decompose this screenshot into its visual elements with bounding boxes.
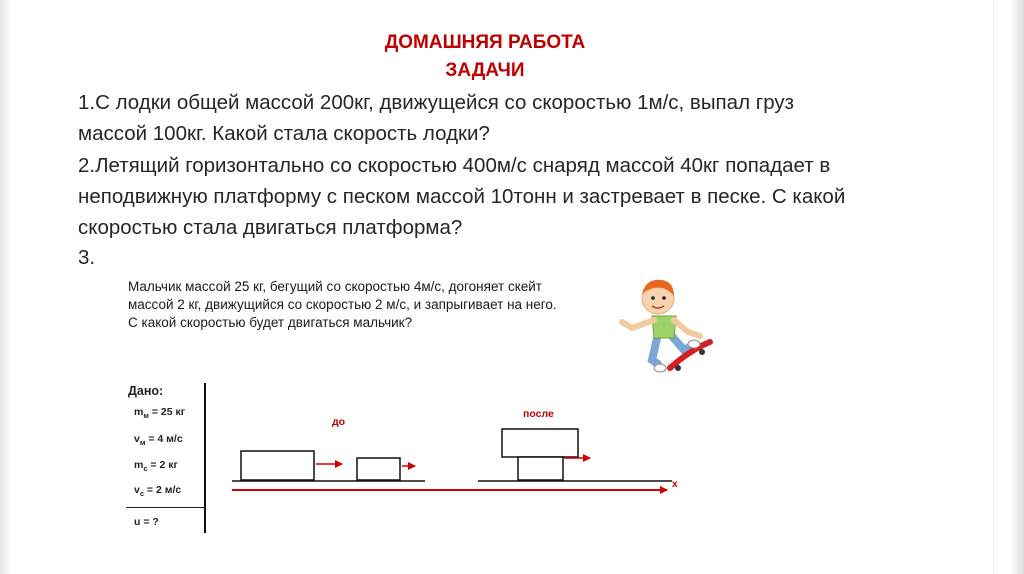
heading-tasks: ЗАДАЧИ <box>445 60 525 81</box>
given-boy-mass: $m_м = 25$ кг <box>134 406 186 421</box>
skate-block-after <box>518 457 563 480</box>
skateboard-boy-illustration <box>618 276 714 380</box>
task3-number: 3. <box>78 246 96 269</box>
task2-line3: скоростью стала двигаться платформа? <box>78 216 463 239</box>
given-boy-speed: $v_м = 4$ м/с <box>134 433 183 448</box>
skate-block-before <box>357 458 400 480</box>
x-axis-label: x <box>672 479 678 490</box>
label-before: до <box>332 416 346 428</box>
heading-homework: ДОМАШНЯЯ РАБОТА <box>384 32 586 53</box>
boy-block-after <box>502 429 578 457</box>
given-title: Дано: <box>128 384 164 398</box>
task2-line2: неподвижную платформу с песком массой 10тонн и застревает в песке. С какой <box>78 185 846 208</box>
label-after: после <box>523 408 554 420</box>
problem3-line2: массой 2 кг, движущийся со скоростью 2 м/с, и запрыгивает на него. <box>128 297 557 312</box>
given-skate-mass: $m_с = 2$ кг <box>134 459 178 474</box>
problem3-line3: С какой скоростью будет двигаться мальчик? <box>128 315 413 330</box>
task1-line2: массой 100кг. Какой стала скорость лодки? <box>78 122 490 145</box>
given-unknown: u = ? <box>134 516 159 528</box>
given-skate-speed: $v_с = 2$ м/с <box>134 484 182 499</box>
problem3-line1: Мальчик массой 25 кг, бегущий со скоростью 4м/с, догоняет скейт <box>128 279 542 294</box>
boy-block-before <box>241 451 314 480</box>
task1-line1: 1.С лодки общей массой 200кг, движущейся со скоростью 1м/с, выпал груз <box>78 91 795 114</box>
task2-line1: 2.Летящий горизонтально со скоростью 400м/с снаряд массой 40кг попадает в <box>78 154 831 177</box>
